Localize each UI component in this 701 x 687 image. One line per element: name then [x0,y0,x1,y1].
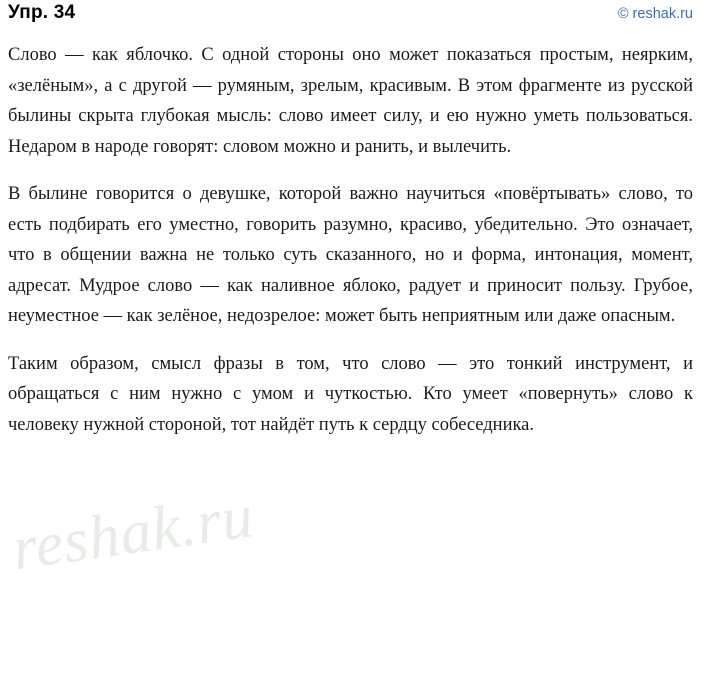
paragraph: Слово — как яблочко. С одной стороны оно может показаться простым, неярким, «зелёным», а с другой — румяным, зрелым, красивым. В этом фрагменте из русской былины скрыта глубокая мысль: слово имеет силу, и ею нужно уметь пользоваться. Недаром в народе говорят: словом можно и ранить, и вылечить. [8,45,693,157]
answer-body [8,40,693,440]
copyright-notice: © reshak.ru [617,6,693,22]
page-header [8,0,693,30]
page-title: Упр. 34 [8,2,76,23]
watermark-text: reshak.ru [8,482,258,584]
paragraph: В былине говорится о девушке, которой важно научиться «повёртывать» слово, то есть подбирать его уместно, говорить разумно, красиво, убедительно. Это означает, что в общении важна не только суть сказанного, но и форма, интонация, момент, адресат. Мудрое слово — как наливное яблоко, радует и приносит пользу. Грубое, неуместное — как зелёное, недозрелое: может быть неприятным или даже опасным. [8,184,693,326]
paragraph: Таким образом, смысл фразы в том, что слово — это тонкий инструмент, и обращаться с ним нужно с умом и чуткостью. Кто умеет «повернуть» слово к человеку нужной стороной, тот найдёт путь к сердцу собеседника. [8,353,693,435]
